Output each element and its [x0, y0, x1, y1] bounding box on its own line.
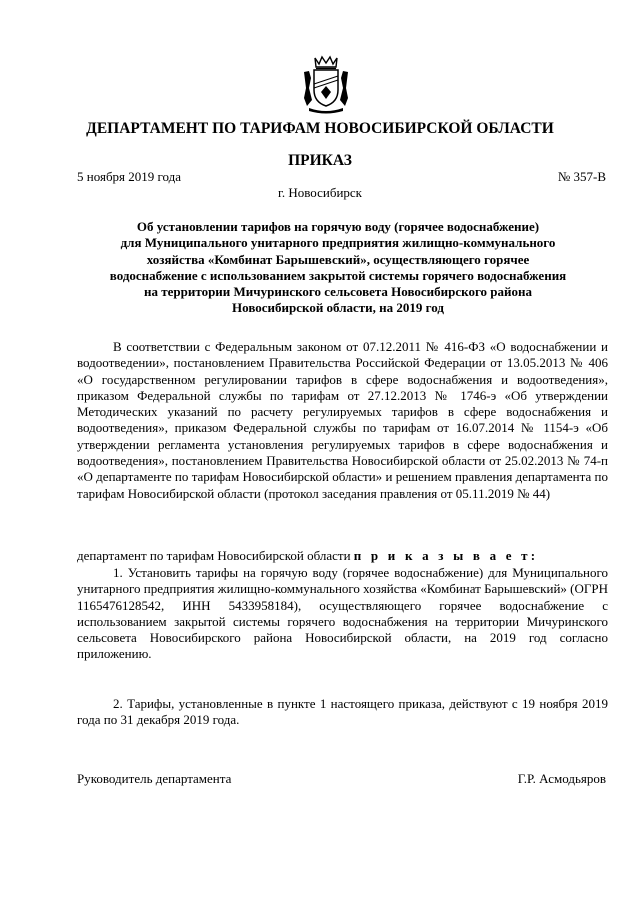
preamble-paragraph: В соответствии с Федеральным законом от 07.12.2011 № 416-ФЗ «О водоснабжении и водоотведении», постановлением Правительства Российской Федерации от 13.05.2013 № 406 «О государственном регулировании тарифов в сфере водоснабжения и водоотведения», приказом Федеральной службы по тарифам от 27.12.2013 № 1746-э «Об утверждении Методических указаний по расчету регулируемых тарифов в сфере водоснабжения и водоотведения», приказом Федеральной службы по тарифам от 16.07.2014 № 1154-э «Об утверждении регламента установления регулируемых тарифов в сфере водоснабжения и водоотведения», постановлением Правительства Новосибирской области от 25.02.2013 № 74-п «О департаменте по тарифам Новосибирской области» и решением правления департамента по тарифам Новосибирской области (протокол заседания правления от 05.11.2019 № 44)	[77, 339, 608, 501]
decree-lead-text: департамент по тарифам Новосибирской области	[77, 548, 354, 563]
issue-city: г. Новосибирск	[277, 185, 362, 200]
order-item-1: 1. Установить тарифы на горячую воду (горячее водоснабжение) для Муниципального унитарного предприятия жилищно-коммунального хозяйства «Комбинат Барышевский» (ОГРН 1165476128542, ИНН 5433958184), осуществляющего горячее водоснабжение с использованием закрытой системы горячего водоснабжения на территории Мичуринского сельсовета Новосибирского района Новосибирской области, на 2019 год согласно приложению.	[77, 565, 609, 662]
order-subject	[70, 219, 606, 317]
department-title: ДЕПАРТАМЕНТ ПО ТАРИФАМ НОВОСИБИРСКОЙ ОБЛАСТИ	[86, 120, 554, 137]
signatory-name: Г.Р. Асмодьяров	[517, 771, 606, 786]
subject-line: Об установлении тарифов на горячую воду (горячее водоснабжение)	[136, 219, 540, 234]
order-date: 5 ноября 2019 года	[77, 169, 182, 184]
novosibirsk-coat-of-arms-icon	[301, 54, 351, 114]
decree-word: п р и к а з ы в а е т:	[353, 548, 539, 563]
document-type-heading: ПРИКАЗ	[288, 152, 352, 169]
signatory-role: Руководитель департамента	[77, 771, 232, 786]
subject-line: Новосибирской области, на 2019 год	[232, 300, 444, 316]
order-number: № 357-В	[557, 169, 606, 184]
subject-line: для Муниципального унитарного предприятия жилищно-коммунального	[120, 235, 556, 251]
decree-line	[77, 548, 608, 564]
subject-line: водоснабжение с использованием закрытой системы горячего водоснабжения	[109, 267, 567, 283]
order-item-2: 2. Тарифы, установленные в пункте 1 настоящего приказа, действуют с 19 ноября 2019 года по 31 декабря 2019 года.	[77, 696, 608, 728]
subject-line: хозяйства «Комбинат Барышевский», осуществляющего горячее	[146, 251, 530, 267]
subject-line: на территории Мичуринского сельсовета Новосибирского района	[144, 284, 532, 300]
